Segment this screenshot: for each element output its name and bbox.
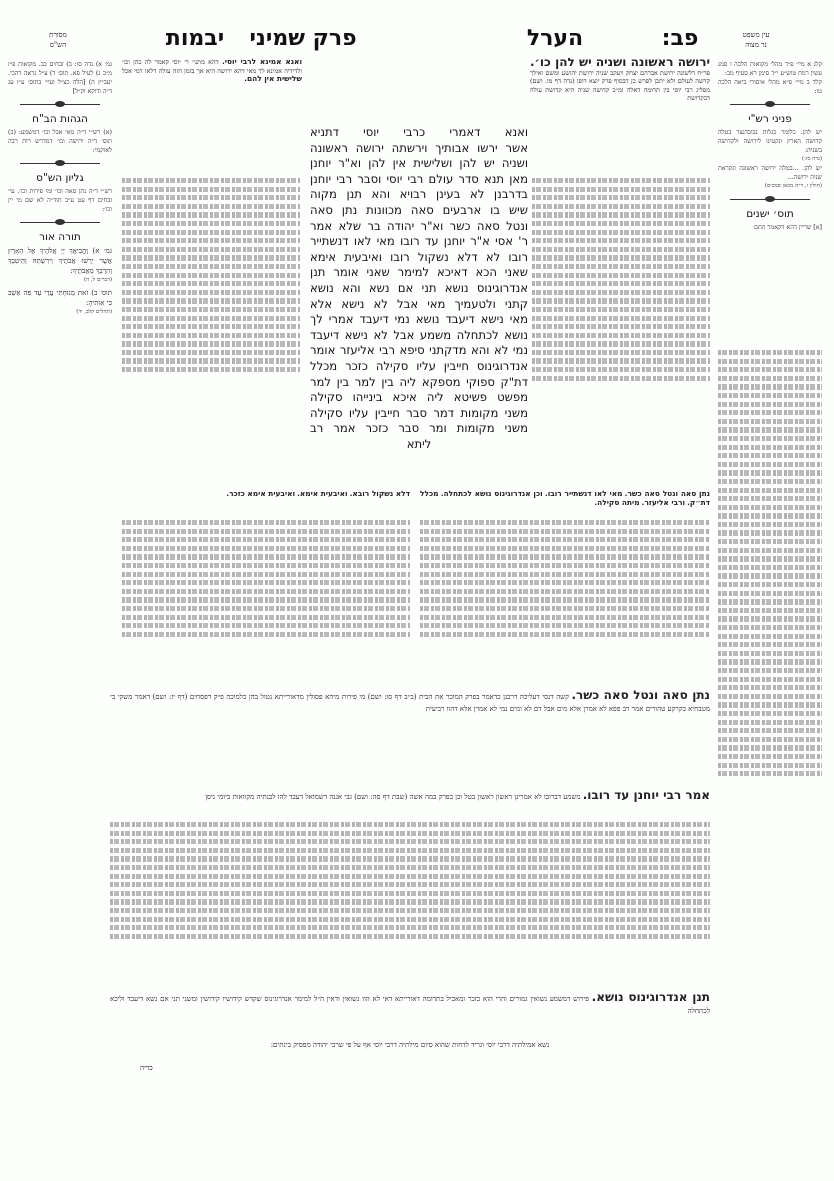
tosafot-lower [122,490,410,520]
masoret-hashas-line2: הש"ס [49,41,67,49]
gilyon-text: רש״י ד״ה נתן סאה וכו׳ ומי פירות וכו׳. עי׳ זבחים דף עט ע״ב תוד״ה לא שם מי יין וכו׳: [8,188,112,213]
pnei-rashi-text: יש להן. כלומר כגלות נבוכדנצר בטלה קדושה הארץ ונקטינו לירושה ולקדושה בשניה: [718,129,822,154]
rashi-heading: וכן אנדרוגינוס נושא לכתחלה. [440,490,543,498]
torah-ohr-title: תורה אור [39,231,81,243]
divider-ornament [730,195,810,204]
masoret-hashas-line1: מסורת [49,31,67,39]
gemara-line: משני מקומות דמר סבר חייבין עליו סקילה [310,405,528,420]
tosafot-heading: שלישית אין להם. [244,74,302,84]
gemara-line: אנדרוגינוס נושא תני אם נשא והא נושא [310,280,528,295]
divider-ornament [20,159,100,168]
tosafot-yeshanim-text: [א] שריין דהא דקאמר התם [754,224,822,231]
gemara-line: מאן תנא סדר עולם רבי יוסי וסבר רבי יוחנן [310,171,528,186]
pnei-rashi-source: (נדה סו:) [801,156,822,162]
tosafot-heading: ואיבעית אימא כזכר. [226,490,296,498]
torah-ohr-gemara: גמ׳ א) וֶהֱבִיאֲךָ יְיָ אֱלֹהֶיךָ אֶל הָאָרֶץ אֲשֶׁר יָרְשׁוּ אֲבֹתֶיךָ וִירִשְׁתָּהּ וְהֵיטִבְךָ וְהִרְבְּךָ מֵאֲבֹתֶיךָ: [8,247,112,275]
ein-mishpat-entry: קלד ב מיי׳ פ״א מהל׳ איסורי ביאה הלכה טו: [718,79,822,95]
hagahot-title: הגהות הב"ח [32,113,88,125]
gemara-line: ואנא דאמרי כרבי יוסי דתניא [310,125,528,139]
gemara-line: ושניה יש להן ושלישית אין להן וא"ר יוחנן [310,156,528,171]
masoret-text: גמ׳ א) נדה סו: ב) זבחים כב. מקואות פ״ז מ״ב ג) לעיל פא. תוס׳ ד) צ״ל נראה דהכי. יעב״ץ ה) [הלה כצ״ל ועיי׳ בתוס׳ ע״ז עג ד״ה ודוקא וק״ל] [8,61,112,95]
tosafot-heading: ואנא אמינא לרבי יוסי. [221,58,302,66]
tosafot-dibur-hamatchil: נתן סאה ונטל סאה כשר. [571,690,710,702]
hagahot-text: (א) רש״י ד״ה מאי אבל וכו׳ דמשמע: (ב) תוס׳ ד״ה ירושה וכו׳ דמדרש רות רבה לאוקמי: [8,129,112,154]
perek-name: פרק שמיני [249,26,357,51]
gemara-line: מאי נישא דיעבד נושא נמי דיעבד אמרי לך [310,312,528,327]
gemara-line: רובו לא דלא נשקול רובו ואיבעית אימא [310,249,528,264]
tosafot-bottom-3 [110,992,710,1038]
rashi-heading: ירושה ראשונה ושניה יש להן כו׳. [530,58,710,69]
ein-mishpat-label [724,30,788,50]
gemara-line: שאני הכא דאיכא למימר שאני אומר תנן [310,265,528,280]
gilyon-title: גליון הש"ס [36,172,84,184]
gemara-line: שיש בו ארבעים סאה מכוונות נתן סאה [310,202,528,217]
pnei-rashi-source: (חולין ז, ד״ה מכאן סמכים) [764,183,822,189]
ein-mishpat-line2: נר מצוה [745,41,767,49]
gemara-text [310,125,528,452]
tosafot-yeshanim-title: תוס׳ ישנים [746,208,794,220]
chapter-name: הערל [526,26,584,51]
tosafot-heading: ואיבעית אימא. [297,490,348,498]
divider-ornament [20,100,100,109]
tractate-name: יבמות [165,26,225,51]
rashi-column-body [532,178,710,384]
pnei-rashi-text: יש להן. ...בטלה ירושה ראשונה ונקראת שניה ירושה... [718,165,822,181]
tosafot-heading: דלא נשקול רובא. [349,490,410,498]
tosafot-yeshanim-body [718,350,822,780]
rashi-heading: מאי לאו דנשתייר רובו. [544,490,623,498]
tosafot-bottom-body [110,822,710,942]
torah-ohr-gemara-source: (דברים ל, ה) [83,277,112,283]
tosafot-opening [122,58,302,176]
rashi-text: פר״ח דלשונה ירושת אברהם יצחק ויעקב שניה ירושת יהושע ומשם ואילך קדשה לעולם ולא יתכן לפרש כן דבסוף פרק יוצא דופן (נדה דף מו. ושם) מפליג רבי יוסי בין תרומה דאלה ומ״כ קדושה שניה היא קדושת עולה דבקדושת [530,68,710,103]
tosafot-closing [110,1040,710,1052]
rashi-heading: נתן סאה ונטל סאה כשר. [624,490,710,498]
divider-ornament [730,100,810,109]
rashi-heading: ורבי אליעזר. [641,497,686,507]
gemara-line: משני מקומות ומר סבר כזכר אמר רב [310,421,528,436]
tosafot-text: משמע דברובו לא אמרינן ראשון ראשון בטל וכן בפרק במה אשה (שבת דף סה: ושם) גבי אגנה דשמואל דעבד להו לבנתיה מקוואות ביומי ניסן [205,793,581,801]
rashi-lower-body [420,520,710,640]
gemara-line: קתני ולטעמיך מאי אבל לא נישא אלא [310,296,528,311]
gemara-line: דת"ק ספוקי מספקא ליה בין למר בין למר [310,374,528,389]
ein-mishpat-column [718,60,822,232]
masoret-column [8,60,112,317]
tosafot-text: פירוש דמשמע נשואין גמורים והרי הוא כזכר ומאכיל בתרומה דאורייתא דאי לא הוו נשואין ודאין ה״ל למימר אנדרוגינוס שקדש קידושיו קידושין ומשני תני אם נשא דיעבד וליכא לכתחלה [110,995,710,1015]
tosafot-dibur-hamatchil: אמר רבי יוחנן עד רובו. [582,790,710,802]
catchword: כריה [140,1064,153,1072]
gemara-line: בדרבנן לא בעינן רבויא והא תנן מקוה [310,187,528,202]
tosafot-lower-body [122,520,410,640]
gemara-line: ר' אסי א"ר יוחנן עד רובו מאי לאו דנשתייר [310,234,528,249]
torah-ohr-tosafot: תוס׳ ב) זֹאת מְנוּחָתִי עֲדֵי עַד פֹּה אֵשֵׁב כִּי אִוִּתִיהָ: [8,289,112,307]
rashi-opening [530,58,710,176]
ein-mishpat-entry: קלג א מיי׳ פ״ד מהל׳ מקואות הלכה ו סמג עשין רמח טוש״ע י״ד סימן רא סעיף מב: [718,61,822,77]
torah-ohr-tosafot-source: (תהלים קלב, יד) [76,309,112,315]
daf-number: פב: [661,26,699,51]
tosafot-text: קשה דנסי דעליכה דרבנן כדאמר בפרק המוכר את הבית (ב״ב דף סו: ושם) מי פירות מיהא פסולין מדאורייתא נטול בהן כלמוכה פ״ק דפסחים (דף יז: ושם) דאמר משקי בי מטבחיא בקרקע טהורים אמר רב פפא לא אמרן אלא מים אבל דם לא ומים נמי לא אמרן אלא דהוו רביעית [110,693,710,713]
rashi-heading: מיתה סקילה. [594,497,640,507]
pnei-rashi-title: פניני רש"י [748,113,792,125]
gemara-line: נמי לא והא מדקתני סיפא רבי אליעזר אומר [310,343,528,358]
rashi-heading: מכלל דת״ק. [420,490,710,507]
tosafot-dibur-hamatchil: תנן אנדרוגינוס נושא. [591,992,710,1004]
divider-ornament [20,218,100,227]
gemara-line: אנדרוגינוס חייבין עליו סקילה כזכר מכלל [310,358,528,373]
tosafot-column-body [122,178,300,376]
gemara-line: מפשט פשיטא ליה איכא בינייהו סקילה [310,390,528,405]
tosafot-bottom-2 [110,790,710,816]
tosafot-text: דהא מתני׳ ר׳ יוסי קאמר לה כהן וכו׳ ולדידיה אמינא לך מאי דהא ירושה היא אך בזמן הזה עולה דלאו דמי אכל [122,58,302,75]
gemara-line: ונטל סאה כשר וא"ר יהודה בר שלא אמר [310,218,528,233]
tosafot-bottom-1 [110,690,710,786]
gemara-line: נושא לכתחלה משמע אבל לא נישא דיעבד [310,327,528,342]
gemara-line: אשר ירשו אבותיך וירשתה ירושה ראשונה [310,140,528,155]
gemara-line: ליתא [406,436,432,451]
tosafot-closing-text: נשא אמילתיה דרבי יוסי וגריד לדחות שהוא סיום מילתיה דרבי יוסי אף על פי שרבי יהודה מפסיק בינתים: [270,1041,550,1049]
masoret-hashas-label [28,30,88,50]
ein-mishpat-line1: עין משפט [742,31,770,39]
